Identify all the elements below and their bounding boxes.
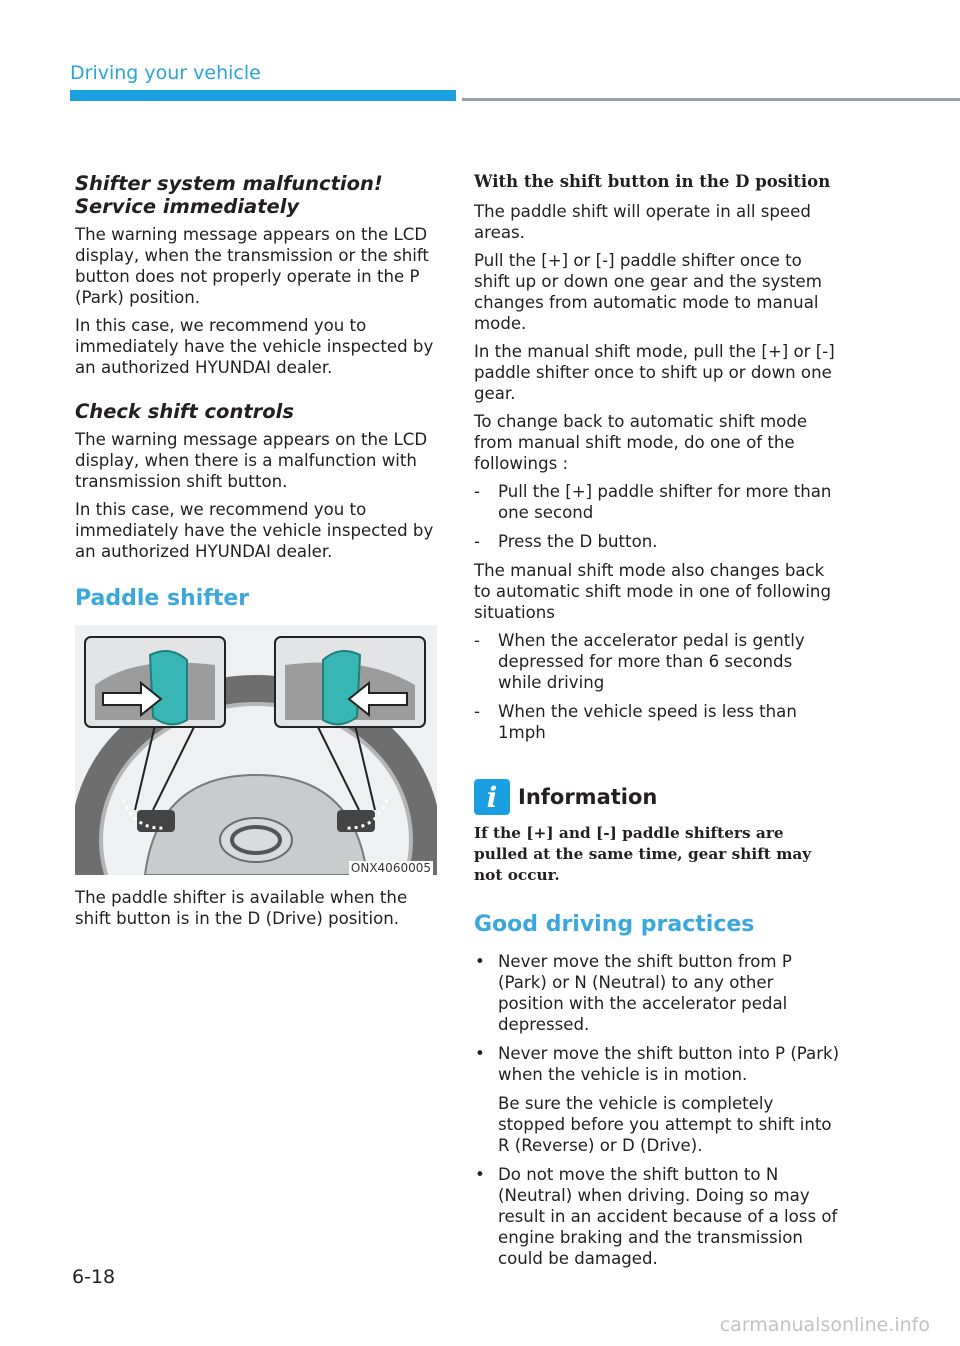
d-position-paragraph-1: The paddle shift will operate in all speed areas. — [474, 202, 811, 242]
info-icon: i — [474, 779, 510, 815]
section-header-title: Driving your vehicle — [70, 62, 261, 84]
good-driving-heading: Good driving practices — [474, 912, 755, 937]
left-buttons — [137, 810, 175, 832]
list-item: • Never move the shift button from P (Park) or N (Neutral) to any other position with the accelerator pedal depressed. — [475, 952, 792, 1034]
bullet-sub-paragraph: Be sure the vehicle is completely stopped before you attempt to shift into R (Reverse) or D (Drive). — [498, 1094, 832, 1155]
paddle-caption: The paddle shifter is available when the shift button is in the D (Drive) position. — [75, 888, 408, 928]
bullet-marker: • — [475, 952, 485, 971]
left-column — [75, 172, 437, 936]
dash-marker: - — [474, 482, 480, 501]
header-rule-accent — [70, 90, 456, 101]
d-position-paragraph-2: Pull the [+] or [-] paddle shifter once to shift up or down one gear and the system changes from automatic mode to manual mode. — [474, 251, 822, 333]
information-box-header — [474, 779, 840, 815]
check-shift-heading: Check shift controls — [75, 400, 294, 423]
watermark: carmanualsonline.info — [719, 1314, 930, 1336]
figure-code: ONX4060005 — [350, 861, 431, 875]
list-item: - When the accelerator pedal is gently depressed for more than 6 seconds while driving — [474, 631, 805, 692]
list-item: - When the vehicle speed is less than 1mph — [474, 702, 797, 742]
paddle-shifter-heading: Paddle shifter — [75, 586, 250, 611]
d-position-paragraph-3: In the manual shift mode, pull the [+] or [-] paddle shifter once to shift up or down one gear. — [474, 342, 835, 403]
list-item: - Pull the [+] paddle shifter for more than one second — [474, 482, 832, 522]
dash-marker: - — [474, 532, 480, 551]
list-item: - Press the D button. — [474, 532, 658, 551]
d-position-paragraph-5: The manual shift mode also changes back to automatic shift mode in one of following situations — [474, 561, 831, 622]
paddle-shifter-illustration — [75, 625, 437, 875]
malfunction-paragraph-2: In this case, we recommend you to immediately have the vehicle inspected by an authorized HYUNDAI dealer. — [75, 316, 434, 377]
d-position-paragraph-4: To change back to automatic shift mode from manual shift mode, do one of the followings : — [474, 412, 808, 473]
d-position-heading: With the shift button in the D position — [474, 172, 831, 191]
information-text: If the [+] and [-] paddle shifters are pulled at the same time, gear shift may not occur. — [474, 824, 812, 884]
check-shift-paragraph-1: The warning message appears on the LCD display, when there is a malfunction with transmission shift button. — [75, 430, 428, 491]
steering-wheel-figure — [75, 625, 437, 875]
right-paddle-icon — [323, 651, 360, 724]
dash-marker: - — [474, 702, 480, 721]
malfunction-paragraph-1: The warning message appears on the LCD display, when the transmission or the shift button does not properly operate in the P (Park) position. — [75, 225, 429, 307]
header-rule-gray — [462, 98, 960, 101]
right-column — [474, 172, 840, 1277]
list-item: • Do not move the shift button to N (Neutral) when driving. Doing so may result in an accident because of a loss of engine braking and the transmission could be damaged. — [475, 1165, 838, 1268]
left-paddle-icon — [150, 651, 187, 724]
malfunction-heading: Shifter system malfunction! Service immediately — [75, 172, 383, 218]
page-number: 6-18 — [72, 1266, 116, 1288]
information-title: Information — [518, 785, 658, 809]
bullet-marker: • — [475, 1044, 485, 1063]
bullet-marker: • — [475, 1165, 485, 1184]
check-shift-paragraph-2: In this case, we recommend you to immediately have the vehicle inspected by an authorized HYUNDAI dealer. — [75, 500, 434, 561]
dash-marker: - — [474, 631, 480, 650]
list-item: • Never move the shift button into P (Park) when the vehicle is in motion. — [475, 1044, 840, 1084]
